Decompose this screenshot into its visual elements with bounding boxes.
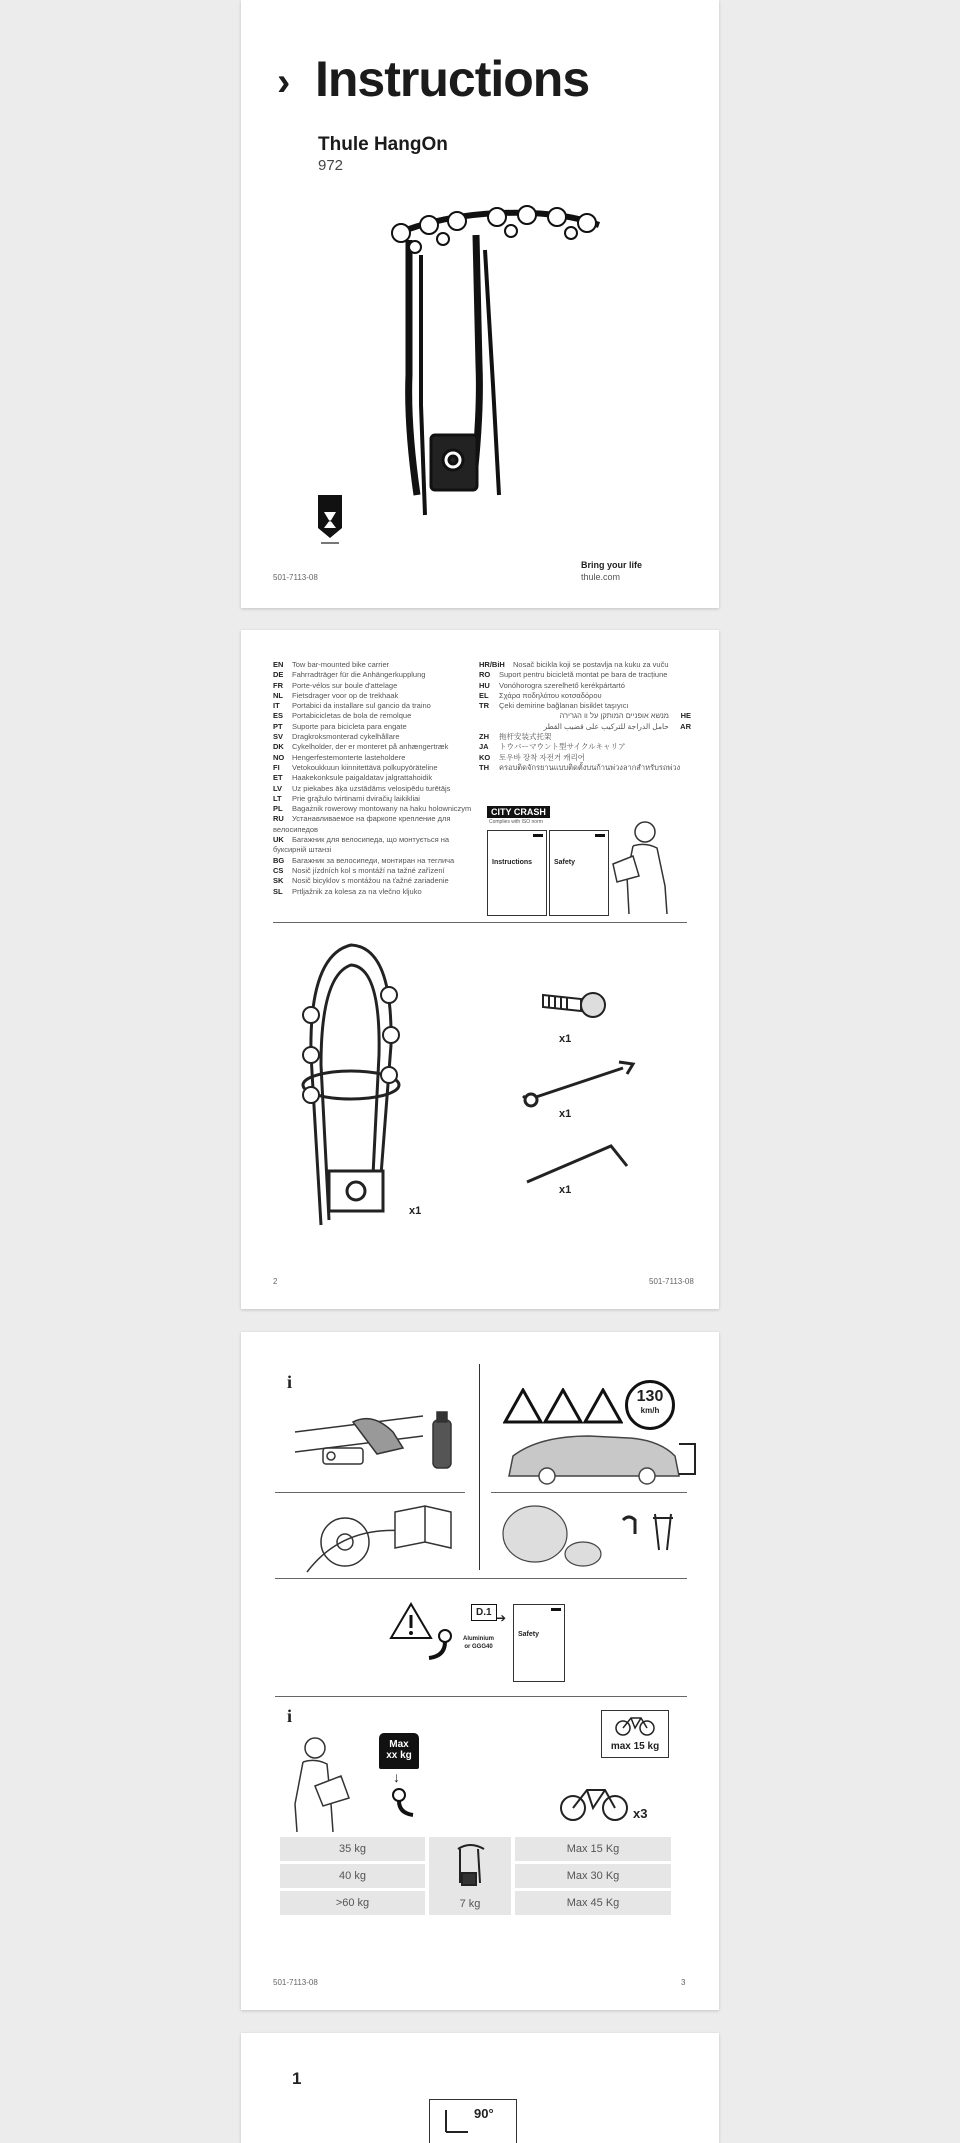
page-cover	[241, 0, 719, 608]
city-crash-badge: CITY CRASH	[487, 806, 550, 818]
thule-shield-logo	[317, 494, 343, 546]
list-item: KO 토우바 장착 자전거 캐리어	[479, 752, 585, 762]
carrier-clearance-illustration	[495, 1500, 695, 1570]
list-item: LT Prie grąžulo tvirtinami dviračių laikikliai	[273, 793, 420, 803]
divider	[275, 1578, 687, 1579]
arrow-down-icon: ↓	[393, 1769, 400, 1785]
list-item: ZH 拖杆安装式托架	[479, 732, 552, 742]
language-list-right	[479, 660, 691, 773]
list-item: HU Vonóhorogra szerelhető kerékpártartó	[479, 680, 625, 690]
list-item: حامل الدراجة للتركيب على قضيب القطر AR	[543, 721, 691, 731]
carrier-icon	[450, 1839, 490, 1891]
list-item: LV Uz piekabes āķa uzstādāms velosipēdu turētājs	[273, 783, 451, 793]
towball-icon	[387, 1787, 417, 1819]
list-item: FR Porte-vélos sur boule d'attelage	[273, 680, 398, 690]
divider	[275, 1696, 687, 1697]
list-item: PL Bagażnik rowerowy montowany na haku holowniczym	[273, 804, 472, 814]
doc-code: 501-7113-08	[273, 1978, 318, 1987]
language-list-left	[273, 660, 483, 897]
bicycle-icon	[613, 1714, 657, 1736]
warning-sign-icon	[583, 1388, 623, 1424]
bike-count: x3	[633, 1806, 648, 1821]
table-cell: >60 kg	[280, 1891, 425, 1915]
list-item: PT Suporte para bicicleta para engate	[273, 721, 407, 731]
table-cell: 7 kg	[429, 1837, 511, 1915]
knob-quantity: x1	[559, 1033, 572, 1045]
weight-icon: Max xx kg	[379, 1733, 419, 1769]
page-info	[241, 1332, 719, 2010]
list-item: FI Vetokoukkuun kiinnitettävä polkupyöräteline	[273, 762, 438, 772]
list-item: TH ครอบติดจักรยานแบบติดตั้งบนก้านพ่วงลากสำหรับรถพ่วง	[479, 762, 681, 772]
list-item: RU Устанавливаемое на фаркопе крепление для велосипедов	[273, 814, 451, 834]
divider	[273, 922, 687, 923]
page-number: 2	[273, 1277, 278, 1286]
hex-key-part-illustration	[523, 1140, 633, 1190]
angle-label: 90°	[474, 2106, 494, 2121]
table-cell: Max 15 Kg	[515, 1837, 671, 1861]
person-reading-illustration	[593, 816, 683, 916]
car-interior-book-illustration	[305, 1502, 455, 1577]
table-cell: Max 45 Kg	[515, 1891, 671, 1915]
tagline: Bring your life	[581, 560, 643, 570]
page-languages-parts	[241, 630, 719, 1309]
list-item: DK Cykelholder, der er monteret på anhængertræk	[273, 742, 449, 752]
table-cell: 40 kg	[280, 1864, 425, 1888]
info-icon: i	[287, 1372, 293, 1392]
info-icon: i	[287, 1706, 293, 1726]
website: thule.com	[581, 572, 621, 582]
carrier-quantity: x1	[409, 1205, 422, 1217]
max-bike-weight-box: max 15 kg	[601, 1710, 669, 1758]
towball-icon	[425, 1628, 455, 1662]
list-item: BG Багажник за велосипеди, монтиран на теглича	[273, 855, 455, 865]
chevron-icon: ›	[277, 60, 291, 104]
list-item: SV Dragkroksmonterad cykelhållare	[273, 732, 400, 742]
list-item: ET Haakekonksule paigaldatav jalgrattahoidik	[273, 773, 433, 783]
bike-carrier-illustration	[381, 195, 611, 525]
arrow-icon: ➔	[496, 1611, 507, 1625]
step-number: 1	[292, 2069, 302, 2088]
list-item: DE Fahrradträger für die Anhängerkupplung	[273, 670, 426, 680]
divider	[491, 1492, 687, 1493]
wrench-quantity: x1	[559, 1108, 572, 1120]
carrier-part-illustration	[281, 935, 421, 1235]
doc-code: 501-7113-08	[273, 573, 318, 582]
list-item: RO Suport pentru bicicletă montat pe bara de tracțiune	[479, 670, 668, 680]
list-item: CS Nosič jízdních kol s montáží na tažné zařízení	[273, 865, 445, 875]
safety-booklet: Safety	[549, 830, 609, 916]
list-item: EN Tow bar-mounted bike carrier	[273, 660, 390, 669]
list-item: מנשא אופניים המותקן על וו הגרירה HE	[559, 711, 691, 721]
doc-code: 501-7113-08	[649, 1277, 694, 1286]
list-item: NO Hengerfestemonterte lasteholdere	[273, 752, 406, 762]
city-crash-subtitle: Complies with ISO norm	[489, 819, 543, 825]
cleaning-illustration	[293, 1402, 473, 1482]
instructions-booklet: Instructions	[487, 830, 547, 916]
divider	[479, 1364, 480, 1570]
page-number: 3	[681, 1978, 686, 1987]
angle-icon	[440, 2104, 470, 2134]
car-with-carrier-illustration	[499, 1426, 699, 1486]
list-item: EL Σχάρα ποδηλάτου κοτσαδόρου	[479, 690, 602, 700]
product-number: 972	[318, 157, 344, 174]
list-item: SL Prtljažnik za kolesa za na vlečno kljuko	[273, 886, 422, 896]
speed-limit-sign: 130 km/h	[625, 1380, 675, 1430]
list-item: IT Portabici da installare sul gancio da traino	[273, 701, 431, 711]
table-cell: 35 kg	[280, 1837, 425, 1861]
list-item: UK Багажник для велосипеда, що монтується на буксирній штанзі	[273, 835, 450, 855]
warning-sign-icon	[543, 1388, 583, 1424]
list-item: TR Çeki demirine bağlanan bisiklet taşıyıcı	[479, 701, 629, 711]
step-detail-box	[429, 2099, 517, 2143]
list-item: JA トウバーマウント型サイクルキャリア	[479, 742, 626, 752]
bicycle-icon	[559, 1782, 629, 1822]
knob-part-illustration	[541, 985, 611, 1021]
list-item: HR/BiH Nosač bicikla koji se postavlja na kuku za vuču	[479, 660, 669, 669]
wrench-part-illustration	[519, 1060, 639, 1110]
safety-booklet: Safety	[513, 1604, 565, 1682]
table-cell: Max 30 Kg	[515, 1864, 671, 1888]
divider	[275, 1492, 465, 1493]
material-label: Aluminium or GGG40	[463, 1636, 494, 1650]
page-title: Instructions	[315, 51, 590, 107]
coupling-label: D.1	[471, 1604, 497, 1621]
list-item: ES Portabicicletas de bola de remolque	[273, 711, 412, 721]
product-name: Thule HangOn	[318, 134, 448, 155]
page-step-1	[241, 2033, 719, 2143]
list-item: SK Nosič bicyklov s montážou na ťažné zariadenie	[273, 876, 449, 886]
hex-key-quantity: x1	[559, 1184, 572, 1196]
list-item: NL Fietsdrager voor op de trekhaak	[273, 690, 399, 700]
warning-sign-icon	[503, 1388, 543, 1424]
